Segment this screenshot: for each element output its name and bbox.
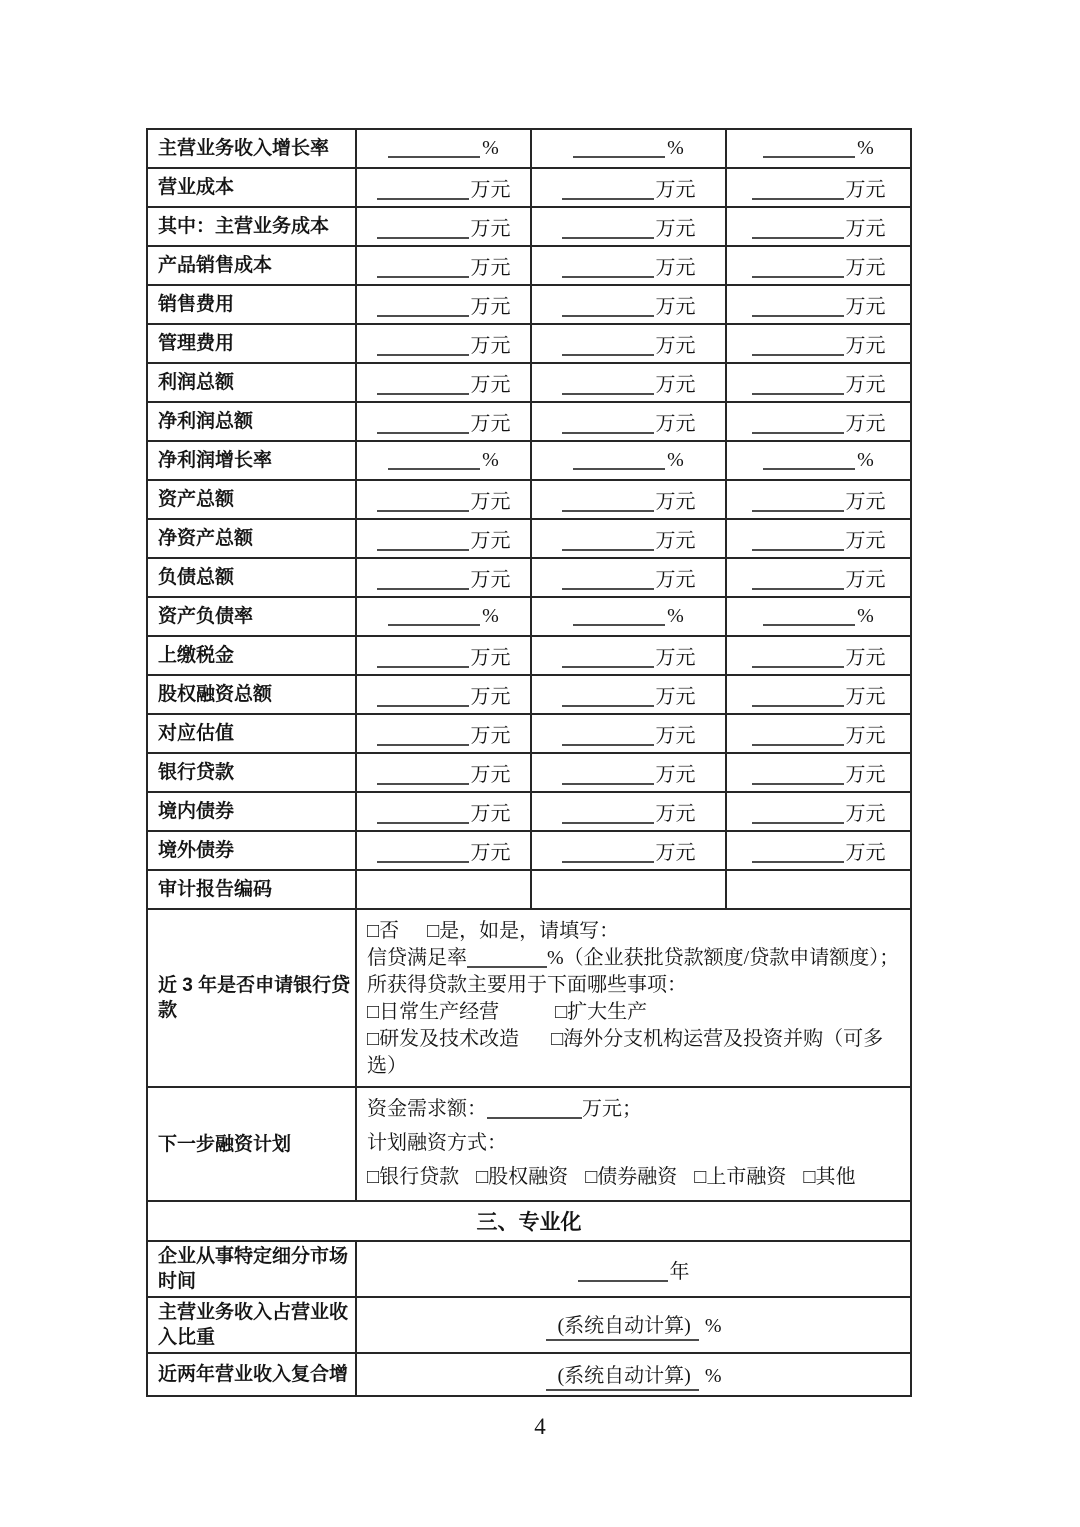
blank-line (752, 234, 844, 239)
row-label: 净资产总额 (147, 519, 356, 558)
unit-label: 万元 (655, 686, 696, 708)
unit-label: 万元 (470, 179, 511, 201)
blank-line (752, 780, 844, 785)
financial-table-row (147, 168, 911, 207)
value-cell-col2 (531, 792, 726, 831)
unit-label: 万元 (470, 413, 511, 435)
value-cell-col1 (356, 363, 531, 402)
blank-line (377, 546, 469, 551)
unit-label: 万元 (845, 335, 886, 357)
unit-label: 万元 (845, 569, 886, 591)
value-cell-col3 (726, 714, 911, 753)
row-label: 净利润总额 (147, 402, 356, 441)
market-time-value-cell (356, 1241, 911, 1297)
row-label: 对应估值 (147, 714, 356, 753)
usage-question-line: 所获得贷款主要用于下面哪些事项： (367, 974, 687, 996)
unit-label: 万元 (655, 491, 696, 513)
blank-line (377, 351, 469, 356)
financial-table-row (147, 480, 911, 519)
unit-label: 万元 (845, 218, 886, 240)
value-cell-col2 (531, 129, 726, 168)
financial-table-row (147, 207, 911, 246)
value-cell-col2 (531, 714, 726, 753)
unit-label: % (857, 137, 874, 159)
financial-table-row (147, 792, 911, 831)
value-cell-col3 (726, 480, 911, 519)
blank-line (573, 153, 665, 158)
financial-table-row (147, 441, 911, 480)
unit-label: 万元 (470, 764, 511, 786)
financial-table-row (147, 714, 911, 753)
market-time-row (147, 1241, 911, 1297)
value-cell-col2 (531, 441, 726, 480)
unit-label: % (857, 449, 874, 471)
unit-label: % (667, 449, 684, 471)
unit-label: 万元 (655, 530, 696, 552)
row-label: 利润总额 (147, 363, 356, 402)
unit-label: 万元 (845, 530, 886, 552)
blank-line (562, 507, 654, 512)
blank-line (752, 663, 844, 668)
unit-label: 万元 (470, 257, 511, 279)
value-cell-col1 (356, 207, 531, 246)
value-cell-col3 (726, 441, 911, 480)
row-label: 下一步融资计划 (147, 1087, 356, 1201)
value-cell-col2 (531, 675, 726, 714)
row-label: 资产总额 (147, 480, 356, 519)
financial-table-row (147, 324, 911, 363)
row-label: 近 3 年是否申请银行贷款 (147, 909, 356, 1087)
financial-form-table (146, 128, 912, 1397)
blank-line (573, 465, 665, 470)
unit-label: % (704, 1364, 722, 1387)
unit-label: 万元 (470, 335, 511, 357)
checkbox-option: □研发及技术改造 (367, 1028, 520, 1050)
blank-line (562, 390, 654, 395)
blank-line (377, 858, 469, 863)
checkbox-option-no: □否 (367, 920, 400, 942)
usage-options-line-2 (367, 1026, 902, 1080)
method-label-line: 计划融资方式： (367, 1132, 507, 1154)
value-cell-col3 (726, 597, 911, 636)
value-cell-col3 (726, 363, 911, 402)
blank-line (377, 234, 469, 239)
blank-line (752, 273, 844, 278)
blank-line (562, 429, 654, 434)
row-label: 股权融资总额 (147, 675, 356, 714)
blank-line (573, 621, 665, 626)
blank-line (562, 741, 654, 746)
unit-label: 万元 (655, 296, 696, 318)
checkbox-option-yes: □是，如是，请填写： (427, 920, 620, 942)
row-label: 银行贷款 (147, 753, 356, 792)
unit-label: % (482, 449, 499, 471)
value-cell-col1 (356, 480, 531, 519)
blank-line (562, 195, 654, 200)
checkbox-option: □扩大生产 (555, 1001, 648, 1023)
value-cell-col2 (531, 363, 726, 402)
blank-line (752, 741, 844, 746)
blank-line (377, 429, 469, 434)
value-cell-col1 (356, 402, 531, 441)
unit-label: 万元 (470, 842, 511, 864)
unit-label: 万元 (470, 647, 511, 669)
value-cell-col1 (356, 714, 531, 753)
credit-rate-prefix: 信贷满足率 (367, 947, 467, 969)
value-cell-col1 (356, 246, 531, 285)
unit-label: % (667, 605, 684, 627)
unit-label: 万元 (470, 725, 511, 747)
unit-label: 万元 (655, 569, 696, 591)
value-cell-col2 (531, 636, 726, 675)
value-cell-col3 (726, 168, 911, 207)
method-options-line (367, 1160, 902, 1194)
row-label: 企业从事特定细分市场时间 (147, 1241, 356, 1297)
financial-table-row (147, 519, 911, 558)
value-cell-col1 (356, 636, 531, 675)
compound-growth-row (147, 1353, 911, 1396)
financial-table-row (147, 597, 911, 636)
blank-line (377, 741, 469, 746)
row-label: 主营业务收入增长率 (147, 129, 356, 168)
checkbox-option: □银行贷款 (367, 1166, 460, 1188)
revenue-ratio-row (147, 1297, 911, 1353)
blank-line (562, 312, 654, 317)
unit-label: 万元 (470, 803, 511, 825)
credit-rate-suffix: %（企业获批贷款额度/贷款申请额度）； (547, 947, 900, 969)
blank-line (752, 429, 844, 434)
unit-label: % (704, 1315, 722, 1337)
amount-line (367, 1092, 902, 1126)
unit-label: 万元 (845, 764, 886, 786)
value-cell-col3 (726, 753, 911, 792)
value-cell-col2 (531, 519, 726, 558)
blank-line (377, 273, 469, 278)
value-cell-col2 (531, 831, 726, 870)
blank-line (562, 273, 654, 278)
financial-table-row (147, 675, 911, 714)
empty-cell (726, 870, 911, 909)
bank-loan-question-row (147, 909, 911, 1087)
blank-line (388, 465, 480, 470)
blank-line (752, 585, 844, 590)
blank-line (578, 1277, 668, 1282)
blank-line (752, 351, 844, 356)
value-cell-col1 (356, 831, 531, 870)
blank-line (763, 465, 855, 470)
checkbox-option: □债券融资 (585, 1166, 678, 1188)
checkbox-option: □股权融资 (476, 1166, 569, 1188)
checkbox-option: □其他 (803, 1166, 856, 1188)
value-cell-col3 (726, 129, 911, 168)
row-label: 上缴税金 (147, 636, 356, 675)
value-cell-col1 (356, 168, 531, 207)
blank-line (562, 858, 654, 863)
row-label: 主营业务收入占营业收入比重 (147, 1297, 356, 1353)
blank-line (377, 663, 469, 668)
value-cell-col2 (531, 285, 726, 324)
blank-line (377, 780, 469, 785)
unit-label: 万元 (845, 374, 886, 396)
unit-label: % (482, 137, 499, 159)
blank-line (377, 390, 469, 395)
value-cell-col2 (531, 597, 726, 636)
blank-line (752, 195, 844, 200)
blank-line (562, 234, 654, 239)
blank-line (752, 507, 844, 512)
auto-calc-value-cell (356, 1297, 911, 1353)
value-cell-col3 (726, 207, 911, 246)
blank-line (562, 780, 654, 785)
unit-label: 万元 (845, 686, 886, 708)
blank-line (752, 312, 844, 317)
answer-line (367, 918, 902, 945)
unit-label: 万元 (655, 764, 696, 786)
blank-line (562, 663, 654, 668)
row-label: 负债总额 (147, 558, 356, 597)
value-cell-col3 (726, 831, 911, 870)
value-cell-col1 (356, 441, 531, 480)
blank-line (377, 585, 469, 590)
unit-label: 万元 (470, 530, 511, 552)
value-cell-col3 (726, 324, 911, 363)
unit-label: 万元 (655, 803, 696, 825)
blank-line (377, 195, 469, 200)
unit-label: 万元 (655, 842, 696, 864)
page-number: 4 (534, 1414, 546, 1439)
value-cell-col2 (531, 480, 726, 519)
value-cell-col3 (726, 285, 911, 324)
blank-line (562, 351, 654, 356)
value-cell-col2 (531, 402, 726, 441)
amount-suffix: 万元； (582, 1098, 642, 1120)
value-cell-col3 (726, 636, 911, 675)
unit-label: 万元 (845, 647, 886, 669)
value-cell-col1 (356, 792, 531, 831)
unit-label: 万元 (845, 803, 886, 825)
blank-line (562, 702, 654, 707)
next-financing-row (147, 1087, 911, 1201)
unit-label: 万元 (655, 413, 696, 435)
financial-table-row (147, 831, 911, 870)
value-cell-col1 (356, 324, 531, 363)
blank-line (763, 621, 855, 626)
blank-line (752, 390, 844, 395)
value-cell-col1 (356, 558, 531, 597)
audit-report-row (147, 870, 911, 909)
section-header: 三、专业化 (147, 1201, 911, 1241)
value-cell-col3 (726, 792, 911, 831)
unit-label: 万元 (655, 647, 696, 669)
unit-label: 万元 (845, 725, 886, 747)
row-label: 境内债券 (147, 792, 356, 831)
financial-table-row (147, 246, 911, 285)
unit-label: 万元 (655, 218, 696, 240)
unit-label: 万元 (845, 257, 886, 279)
blank-line (752, 858, 844, 863)
value-cell-col1 (356, 129, 531, 168)
value-cell-col1 (356, 519, 531, 558)
blank-line (377, 507, 469, 512)
unit-label: 万元 (470, 686, 511, 708)
blank-line (377, 312, 469, 317)
empty-cell (356, 870, 531, 909)
value-cell-col2 (531, 246, 726, 285)
checkbox-option: □上市融资 (694, 1166, 787, 1188)
unit-label: % (857, 605, 874, 627)
financial-table-row (147, 129, 911, 168)
financial-table-row (147, 558, 911, 597)
financial-table-row (147, 402, 911, 441)
unit-label: 万元 (655, 179, 696, 201)
value-cell-col3 (726, 675, 911, 714)
financial-rows-body (147, 129, 911, 870)
bank-loan-answer-cell (356, 909, 911, 1087)
auto-calc-value: (系统自动计算) (546, 1359, 699, 1391)
row-label: 其中：主营业务成本 (147, 207, 356, 246)
blank-line (487, 1114, 582, 1119)
row-label: 营业成本 (147, 168, 356, 207)
unit-label: 万元 (655, 257, 696, 279)
blank-line (752, 702, 844, 707)
blank-line (562, 819, 654, 824)
blank-line (377, 819, 469, 824)
amount-prefix: 资金需求额： (367, 1098, 487, 1120)
unit-label: 万元 (845, 491, 886, 513)
unit-label: 万元 (655, 374, 696, 396)
blank-line (562, 585, 654, 590)
row-label: 审计报告编码 (147, 870, 356, 909)
empty-cell (531, 870, 726, 909)
row-label: 产品销售成本 (147, 246, 356, 285)
lower-rows-body (147, 870, 911, 1396)
value-cell-col3 (726, 558, 911, 597)
unit-label: 万元 (845, 842, 886, 864)
value-cell-col2 (531, 168, 726, 207)
row-label: 管理费用 (147, 324, 356, 363)
row-label: 净利润增长率 (147, 441, 356, 480)
value-cell-col1 (356, 753, 531, 792)
unit-label: 万元 (845, 413, 886, 435)
unit-label: % (667, 137, 684, 159)
unit-label: 万元 (655, 725, 696, 747)
next-financing-cell (356, 1087, 911, 1201)
value-cell-col2 (531, 753, 726, 792)
row-label: 近两年营业收入复合增 (147, 1353, 356, 1396)
value-cell-col2 (531, 324, 726, 363)
blank-line (752, 546, 844, 551)
row-label: 资产负债率 (147, 597, 356, 636)
blank-line (763, 153, 855, 158)
unit-label: 万元 (845, 179, 886, 201)
row-label: 销售费用 (147, 285, 356, 324)
value-cell-col1 (356, 597, 531, 636)
unit-label: % (482, 605, 499, 627)
row-label: 境外债券 (147, 831, 356, 870)
unit-label: 万元 (470, 491, 511, 513)
value-cell-col1 (356, 285, 531, 324)
unit-label: 万元 (845, 296, 886, 318)
unit-label: 万元 (470, 569, 511, 591)
usage-options-line-1 (367, 999, 902, 1026)
blank-line (388, 621, 480, 626)
value-cell-col3 (726, 402, 911, 441)
unit-label: 万元 (655, 335, 696, 357)
value-cell-col3 (726, 519, 911, 558)
financial-table-row (147, 285, 911, 324)
blank-line (388, 153, 480, 158)
value-cell-col3 (726, 246, 911, 285)
financial-table-row (147, 363, 911, 402)
value-cell-col2 (531, 558, 726, 597)
auto-calc-value-cell (356, 1353, 911, 1396)
blank-line (752, 819, 844, 824)
unit-label: 年 (669, 1260, 690, 1283)
financial-table-row (147, 753, 911, 792)
credit-rate-line (367, 945, 902, 972)
value-cell-col2 (531, 207, 726, 246)
unit-label: 万元 (470, 374, 511, 396)
unit-label: 万元 (470, 296, 511, 318)
checkbox-option: □日常生产经营 (367, 1001, 500, 1023)
blank-line (467, 963, 547, 968)
financial-table-row (147, 636, 911, 675)
blank-line (562, 546, 654, 551)
blank-line (377, 702, 469, 707)
section-header-row (147, 1201, 911, 1241)
unit-label: 万元 (470, 218, 511, 240)
auto-calc-value: (系统自动计算) (546, 1309, 699, 1341)
checkbox-option: □海外分支机构运营及投资并购（可多选） (367, 1028, 884, 1077)
value-cell-col1 (356, 675, 531, 714)
